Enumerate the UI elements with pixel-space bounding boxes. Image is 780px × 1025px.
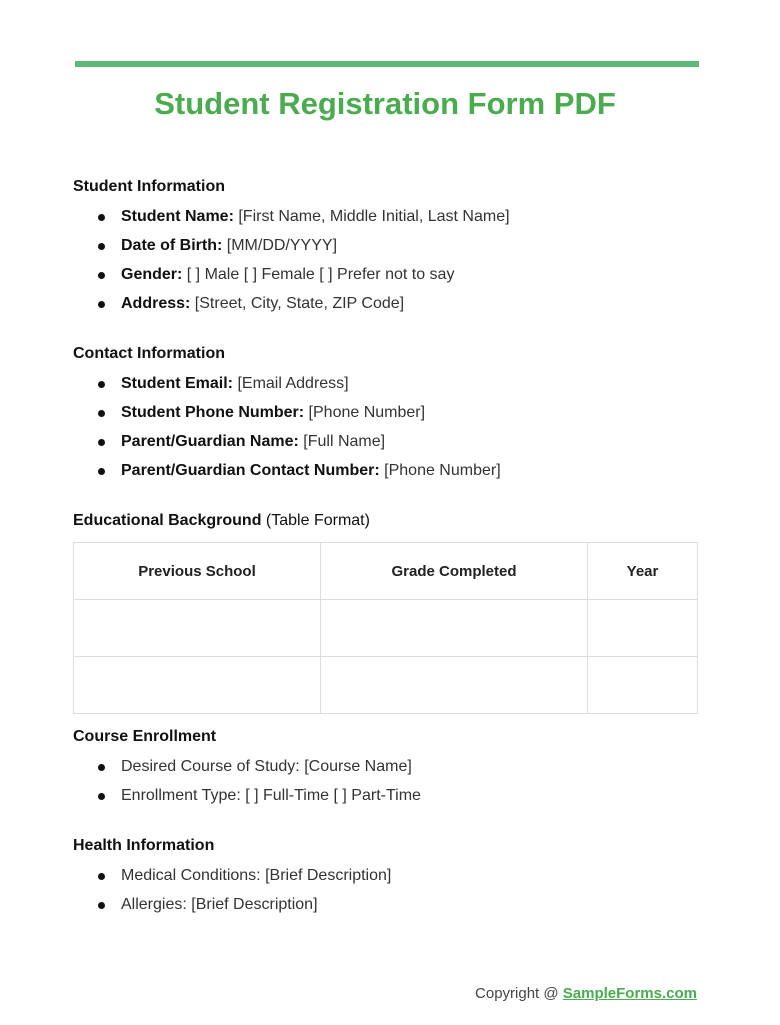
bullet-icon bbox=[98, 301, 105, 308]
bullet-icon bbox=[98, 381, 105, 388]
section-heading-health-info: Health Information bbox=[73, 837, 215, 854]
list-item bbox=[0, 432, 501, 461]
table-cell[interactable] bbox=[588, 600, 698, 657]
table-cell[interactable] bbox=[74, 657, 321, 714]
field-label: Student Email: bbox=[121, 375, 234, 392]
field-label: Address: bbox=[121, 295, 191, 312]
bullet-icon bbox=[98, 272, 105, 279]
copyright-text: Copyright @ bbox=[475, 985, 563, 1002]
list-item bbox=[0, 294, 510, 323]
copyright-footer bbox=[475, 985, 697, 1002]
education-heading-note: (Table Format) bbox=[261, 512, 370, 529]
bullet-icon bbox=[98, 243, 105, 250]
sampleforms-link[interactable]: SampleForms.com bbox=[562, 985, 697, 1002]
field-label: Student Phone Number: bbox=[121, 404, 305, 421]
list-item bbox=[0, 236, 510, 265]
bullet-icon bbox=[98, 410, 105, 417]
bullet-icon bbox=[98, 439, 105, 446]
field-value: [MM/DD/YYYY] bbox=[222, 237, 338, 254]
list-item-text: Enrollment Type: [ ] Full-Time [ ] Part-Time bbox=[121, 787, 421, 804]
field-value: [Phone Number] bbox=[379, 462, 501, 479]
list-item bbox=[0, 866, 391, 895]
student-info-list bbox=[0, 207, 510, 323]
list-item bbox=[0, 786, 421, 815]
course-enrollment-list bbox=[0, 757, 421, 815]
section-heading-student-info: Student Information bbox=[73, 178, 225, 195]
column-header-grade-completed: Grade Completed bbox=[321, 543, 588, 600]
table-cell[interactable] bbox=[588, 657, 698, 714]
field-value: [Full Name] bbox=[298, 433, 386, 450]
table-cell[interactable] bbox=[321, 657, 588, 714]
list-item-text: Desired Course of Study: [Course Name] bbox=[121, 758, 412, 775]
table-cell[interactable] bbox=[321, 600, 588, 657]
field-label: Gender: bbox=[121, 266, 183, 283]
column-header-year: Year bbox=[588, 543, 698, 600]
field-value: [Street, City, State, ZIP Code] bbox=[190, 295, 405, 312]
column-header-previous-school: Previous School bbox=[74, 543, 321, 600]
bullet-icon bbox=[98, 902, 105, 909]
section-heading-course-enrollment: Course Enrollment bbox=[73, 728, 217, 745]
list-item bbox=[0, 374, 501, 403]
contact-info-list bbox=[0, 374, 501, 490]
field-value: [ ] Male [ ] Female [ ] Prefer not to say bbox=[182, 266, 455, 283]
field-label: Date of Birth: bbox=[121, 237, 223, 254]
table-header-row bbox=[74, 543, 698, 600]
table-row bbox=[74, 657, 698, 714]
list-item bbox=[0, 265, 510, 294]
top-accent-bar bbox=[75, 61, 699, 67]
list-item-text: Medical Conditions: [Brief Description] bbox=[121, 867, 392, 884]
list-item bbox=[0, 403, 501, 432]
field-value: [First Name, Middle Initial, Last Name] bbox=[233, 208, 510, 225]
section-heading-education bbox=[73, 512, 370, 530]
bullet-icon bbox=[98, 873, 105, 880]
field-label: Parent/Guardian Contact Number: bbox=[121, 462, 380, 479]
field-label: Parent/Guardian Name: bbox=[121, 433, 299, 450]
field-value: [Email Address] bbox=[233, 375, 349, 392]
bullet-icon bbox=[98, 793, 105, 800]
section-heading-contact-info: Contact Information bbox=[73, 345, 225, 362]
list-item bbox=[0, 461, 501, 490]
page-title: Student Registration Form PDF bbox=[154, 86, 616, 121]
bullet-icon bbox=[98, 214, 105, 221]
field-label: Student Name: bbox=[121, 208, 234, 225]
list-item-text: Allergies: [Brief Description] bbox=[121, 896, 318, 913]
education-table bbox=[73, 542, 698, 714]
field-value: [Phone Number] bbox=[304, 404, 426, 421]
list-item bbox=[0, 757, 421, 786]
list-item bbox=[0, 895, 391, 924]
table-cell[interactable] bbox=[74, 600, 321, 657]
education-heading-text: Educational Background bbox=[73, 512, 262, 529]
list-item bbox=[0, 207, 510, 236]
table-row bbox=[74, 600, 698, 657]
health-info-list bbox=[0, 866, 391, 924]
bullet-icon bbox=[98, 764, 105, 771]
bullet-icon bbox=[98, 468, 105, 475]
